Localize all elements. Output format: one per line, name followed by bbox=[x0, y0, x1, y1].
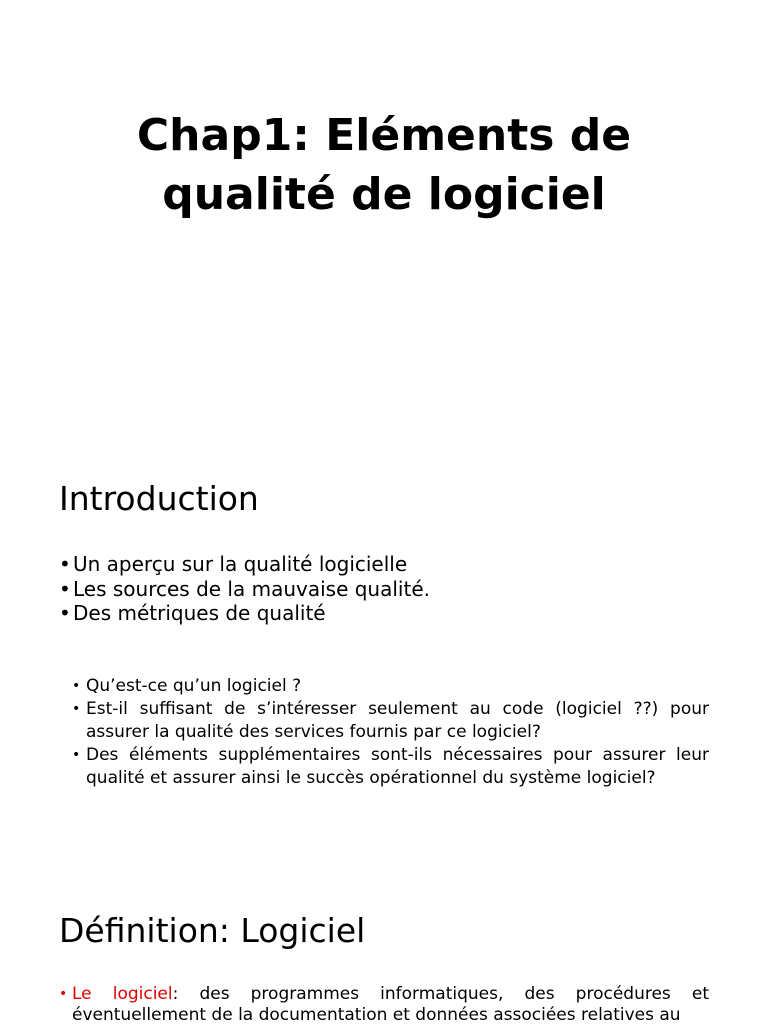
list-item bbox=[59, 552, 719, 577]
definition-heading: Définition: Logiciel bbox=[59, 911, 366, 950]
question-text: Est-il suffisant de s’intéresser seulement au code (logiciel ??) pour assurer la qualité des services fournis par ce logiciel? bbox=[86, 699, 709, 742]
introduction-heading: Introduction bbox=[59, 479, 259, 518]
page-title bbox=[0, 106, 768, 224]
page-title-line-2: qualité de logiciel bbox=[162, 169, 606, 220]
page-title-line-1: Chap1: Eléments de bbox=[136, 110, 632, 161]
list-item-text: Les sources de la mauvaise qualité. bbox=[73, 576, 430, 601]
bullet-icon: • bbox=[59, 576, 71, 601]
list-item bbox=[59, 577, 719, 602]
list-item bbox=[59, 601, 719, 626]
bullet-icon: • bbox=[59, 552, 71, 576]
definition-term: Le logiciel bbox=[72, 984, 173, 1004]
introduction-bullet-list bbox=[59, 552, 719, 626]
list-item-text: Des métriques de qualité bbox=[73, 601, 326, 625]
list-item bbox=[72, 744, 709, 790]
definition-list bbox=[59, 984, 709, 1024]
bullet-icon: • bbox=[59, 986, 68, 1002]
list-item bbox=[59, 984, 709, 1024]
bullet-icon: • bbox=[72, 747, 81, 763]
question-text: Des éléments supplémentaires sont-ils nécessaires pour assurer leur qualité et assurer ainsi le succès opérationnel du système logiciel? bbox=[86, 745, 709, 788]
questions-list bbox=[72, 675, 709, 790]
list-item bbox=[72, 675, 709, 698]
definition-text: : des programmes informatiques, des procédures et éventuellement de la documentation et données associées relatives au bbox=[72, 984, 710, 1024]
bullet-icon: • bbox=[72, 678, 81, 694]
list-item bbox=[72, 698, 709, 744]
question-text: Qu’est-ce qu’un logiciel ? bbox=[86, 676, 302, 696]
bullet-icon: • bbox=[59, 601, 71, 625]
bullet-icon: • bbox=[72, 701, 81, 717]
list-item-text: Un aperçu sur la qualité logicielle bbox=[73, 552, 408, 576]
